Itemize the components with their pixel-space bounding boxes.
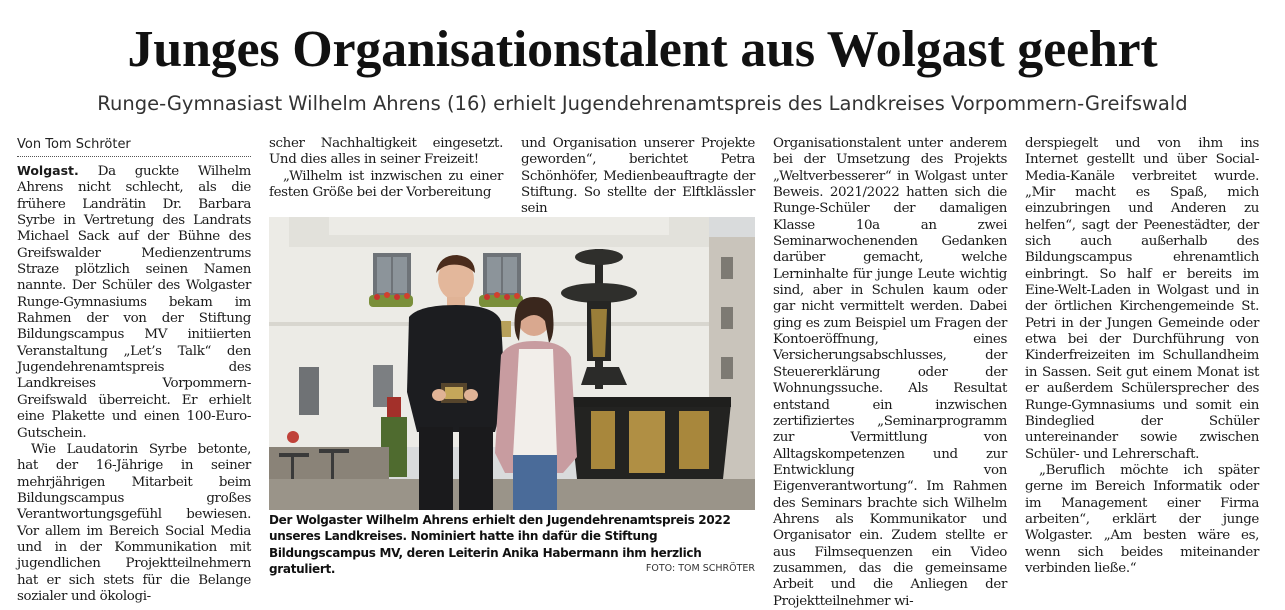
caption-text: Der Wolgaster Wilhelm Ahrens erhielt den Jugendehrenamtspreis 2022 unseres Landkreises. Nominiert hatte ihn dafür die Stiftung Bildungscampus MV, deren Leiterin Anika Habermann ihm herzlich gratuliert. — [269, 513, 731, 576]
body-paragraph: scher Nachhaltigkeit eingesetzt. Und dies alles in seiner Freizeit! — [269, 136, 503, 168]
author-byline: Von Tom Schröter — [17, 136, 251, 157]
article-column-5 — [1025, 136, 1259, 576]
lead-text: Da guckte Wilhelm Ahrens nicht schlecht, als die frühere Landrätin Dr. Barbara Syrbe in Vertretung des Landrats Michael Sack auf der Bühne des Greifswalder Medienzentrums Straze plötzlich seinen Namen nannte. Der Schüler des Wolgaster Runge-Gymnasiums bekam im Rahmen der von der Stiftung Bildungscampus MV initiierten Veranstaltung „Let’s Talk“ den Jugendehrenamtspreis des Landkreises Vorpommern-Greifswald überreicht. Er erhielt eine Plakette und einen 100-Euro-Gutschein. — [17, 164, 251, 441]
body-paragraph: „Beruflich möchte ich später gerne im Bereich Informatik oder im Management einer Firma arbeiten“, erklärt der junge Wolgaster. „Am besten wäre es, wenn sich beides miteinander verbinden ließe.“ — [1025, 462, 1259, 576]
article-column-4 — [773, 136, 1007, 609]
article-column-1 — [17, 136, 251, 604]
article-photo — [269, 217, 755, 510]
body-paragraph: Organisationstalent unter anderem bei der Umsetzung des Projekts „Weltverbesserer“ in Wolgast unter Beweis. 2021/2022 hatten sich die Runge-Schüler der damaligen Klasse 10a an zwei Seminarwochenenden Gedanken darüber gemacht, welche Lerninhalte für junge Leute wichtig sind, aber in Schulen kaum oder gar nicht vermittelt werden. Dabei ging es zum Beispiel um Fragen der Kontoeröffnung, eines Versicherungsabschlusses, der Steuererklärung oder der Wohnungssuche. Als Resultat entstand ein inzwischen zertifiziertes „Seminarprogramm zur Vermittlung von Alltagskompetenzen und zur Entwicklung von Eigenverantwortung“. Im Rahmen des Seminars brachte sich Wilhelm Ahrens als Kommunikator und Organisator ein. Zudem stellte er aus Filmsequenzen ein Video zusammen, das die gemeinsame Arbeit und die Anliegen der Projektteilnehmer wi- — [773, 136, 1007, 609]
lead-paragraph — [17, 163, 251, 442]
subheadline: Runge-Gymnasiast Wilhelm Ahrens (16) erhielt Jugendehrenamtspreis des Landkreises Vorpommern-Greifswald — [97, 92, 1188, 115]
article-column-3 — [521, 136, 755, 217]
body-paragraph: „Wilhelm ist inzwischen zu einer festen Größe bei der Vorbereitung — [269, 168, 503, 201]
article-column-2 — [269, 136, 503, 201]
body-paragraph: derspiegelt und von ihm ins Internet gestellt und über Social-Media-Kanäle verbreitet wurde. „Mir macht es Spaß, mich einzubringen und Anderen zu helfen“, sagt der Peenestädter, der sich auch außerhalb des Bildungscampus ehrenamtlich einbringt. So half er bereits im Eine-Welt-Laden in Wolgast und in der örtlichen Kirchengemeinde St. Petri in der Jungen Gemeinde oder etwa bei der Durchführung von Kinderfreizeiten im Schullandheim in Sassen. Seit gut einem Monat ist er außerdem Schülersprecher des Runge-Gymnasiums und somit ein Bindeglied der Schüler untereinander sowie zwischen Schüler- und Lehrerschaft. — [1025, 136, 1259, 462]
dateline: Wolgast. — [17, 163, 79, 178]
photo-caption — [269, 512, 755, 577]
body-paragraph: und Organisation unserer Projekte geworden“, berichtet Petra Schönhöfer, Medienbeauftragte der Stiftung. So stellte der Elftklässler sein — [521, 136, 755, 217]
headline: Junges Organisationstalent aus Wolgast geehrt — [127, 21, 1158, 78]
photo-illustration — [269, 217, 755, 510]
photo-credit: FOTO: TOM SCHRÖTER — [646, 561, 755, 577]
body-paragraph: Wie Laudatorin Syrbe betonte, hat der 16-Jährige in seiner mehrjährigen Mitarbeit beim Bildungscampus großes Verantwortungsgefühl bewiesen. Vor allem im Bereich Social Media und in der Kommunikation mit jugendlichen Projektteilnehmern hat er sich stets für die Belange sozialer und ökologi- — [17, 441, 251, 604]
